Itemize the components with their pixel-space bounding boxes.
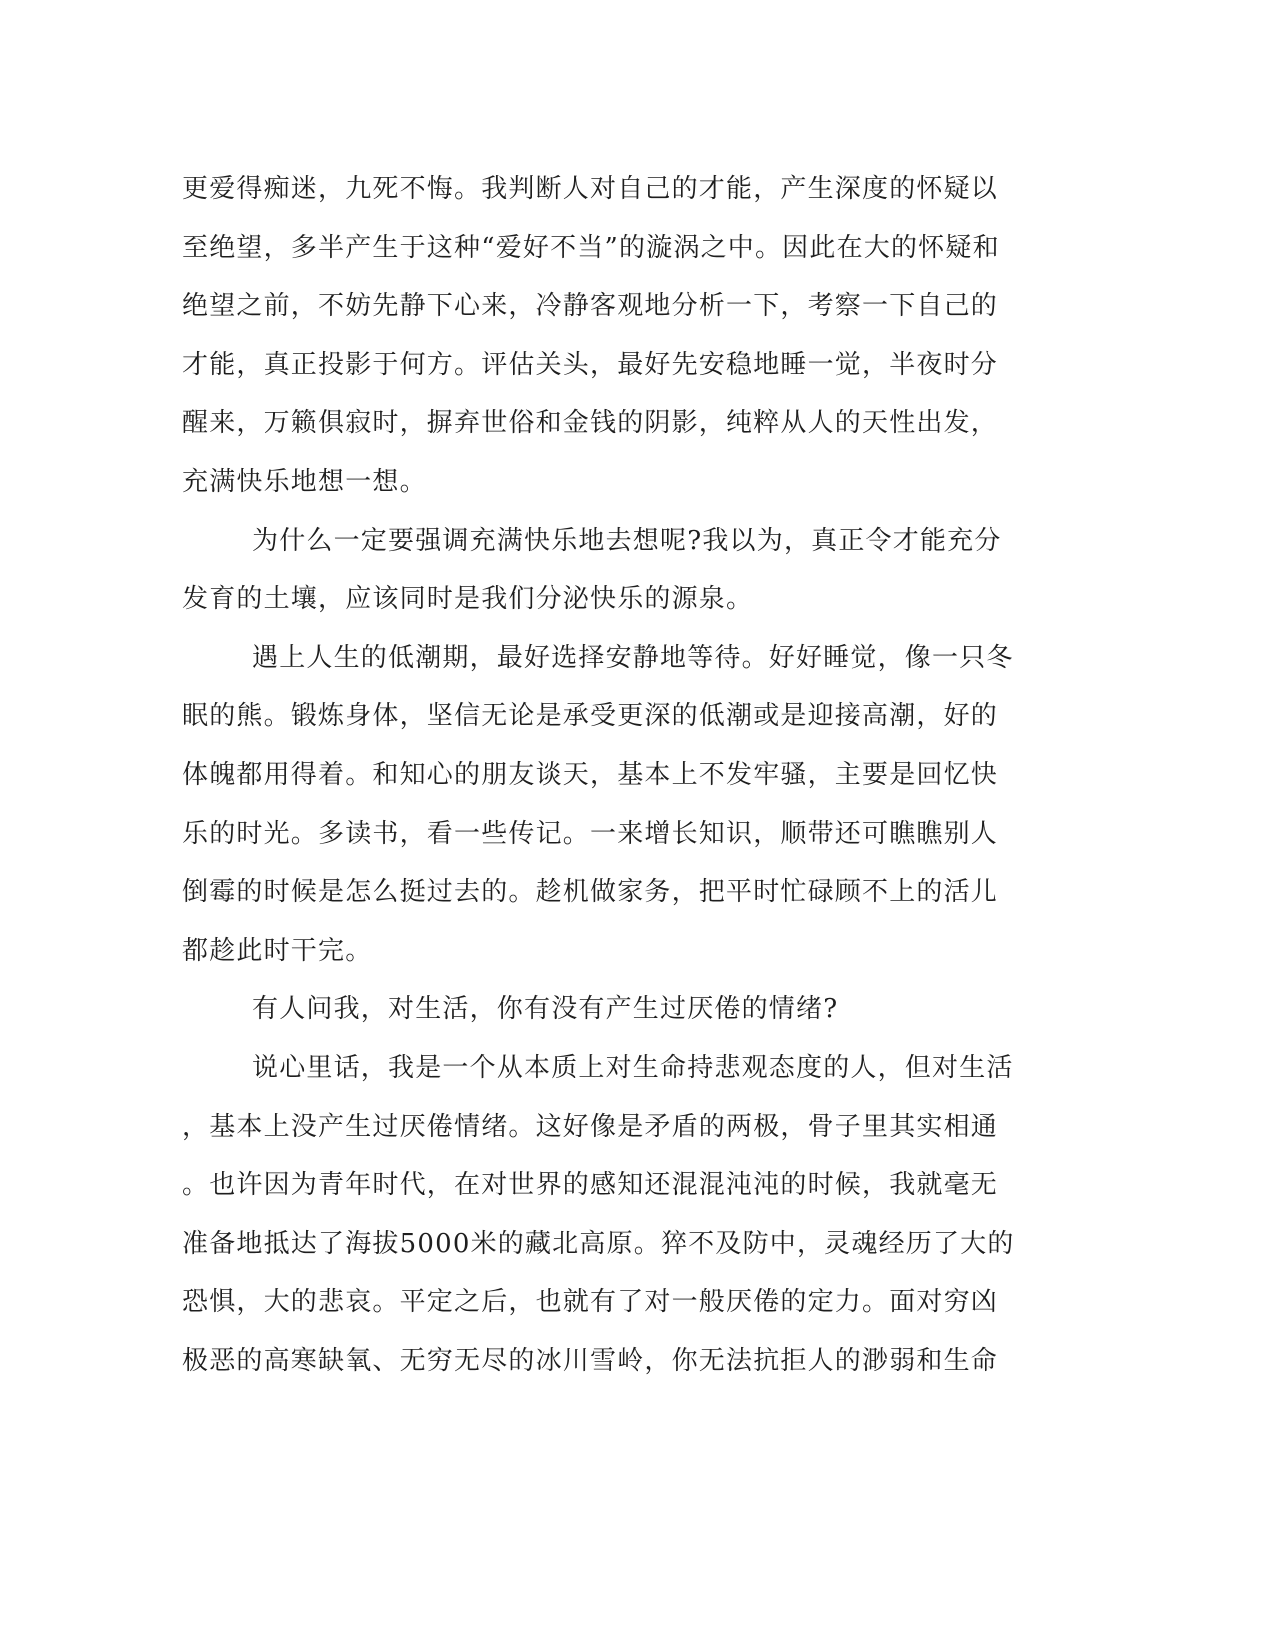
- text-line: 乐的时光。多读书，看一些传记。一来增长知识，顺带还可瞧瞧别人: [182, 818, 999, 849]
- text-line: 准备地抵达了海拔5000米的藏北高原。猝不及防中，灵魂经历了大的: [182, 1228, 1015, 1259]
- text-line: ，基本上没产生过厌倦情绪。这好像是矛盾的两极，骨子里其实相通: [182, 1111, 999, 1142]
- text-line: 眠的熊。锻炼身体，坚信无论是承受更深的低潮或是迎接高潮，好的: [182, 701, 999, 732]
- paragraph-first-line: 有人问我，对生活，你有没有产生过厌倦的情绪?: [252, 994, 839, 1025]
- text-line: 。也许因为青年时代，在对世界的感知还混混沌沌的时候，我就毫无: [182, 1170, 999, 1201]
- body-text: [182, 160, 1042, 1390]
- paragraph-first-line: 说心里话，我是一个从本质上对生命持悲观态度的人，但对生活: [252, 1052, 1014, 1083]
- text-line: 体魄都用得着。和知心的朋友谈天，基本上不发牢骚，主要是回忆快: [182, 759, 999, 790]
- text-line: 都趁此时干完。: [182, 935, 373, 966]
- text-line: 恐惧，大的悲哀。平定之后，也就有了对一般厌倦的定力。面对穷凶: [182, 1287, 999, 1318]
- text-line: 至绝望，多半产生于这种“爱好不当”的漩涡之中。因此在大的怀疑和: [182, 232, 1000, 263]
- text-line: 充满快乐地想一想。: [182, 466, 427, 497]
- text-line: 发育的土壤，应该同时是我们分泌快乐的源泉。: [182, 584, 754, 615]
- text-line: 绝望之前，不妨先静下心来，冷静客观地分析一下，考察一下自己的: [182, 291, 999, 322]
- text-line: 极恶的高寒缺氧、无穷无尽的冰川雪岭，你无法抗拒人的渺弱和生命: [182, 1345, 999, 1376]
- text-line: 才能，真正投影于何方。评估关头，最好先安稳地睡一觉，半夜时分: [182, 349, 999, 380]
- paragraph-first-line: 遇上人生的低潮期，最好选择安静地等待。好好睡觉，像一只冬: [252, 642, 1014, 673]
- paragraph-first-line: 为什么一定要强调充满快乐地去想呢?我以为，真正令才能充分: [252, 525, 1002, 556]
- text-line: 倒霉的时候是怎么挺过去的。趁机做家务，把平时忙碌顾不上的活儿: [182, 877, 999, 908]
- text-line: 更爱得痴迷，九死不悔。我判断人对自己的才能，产生深度的怀疑以: [182, 174, 999, 204]
- text-line: 醒来，万籁俱寂时，摒弃世俗和金钱的阴影，纯粹从人的天性出发，: [182, 408, 999, 439]
